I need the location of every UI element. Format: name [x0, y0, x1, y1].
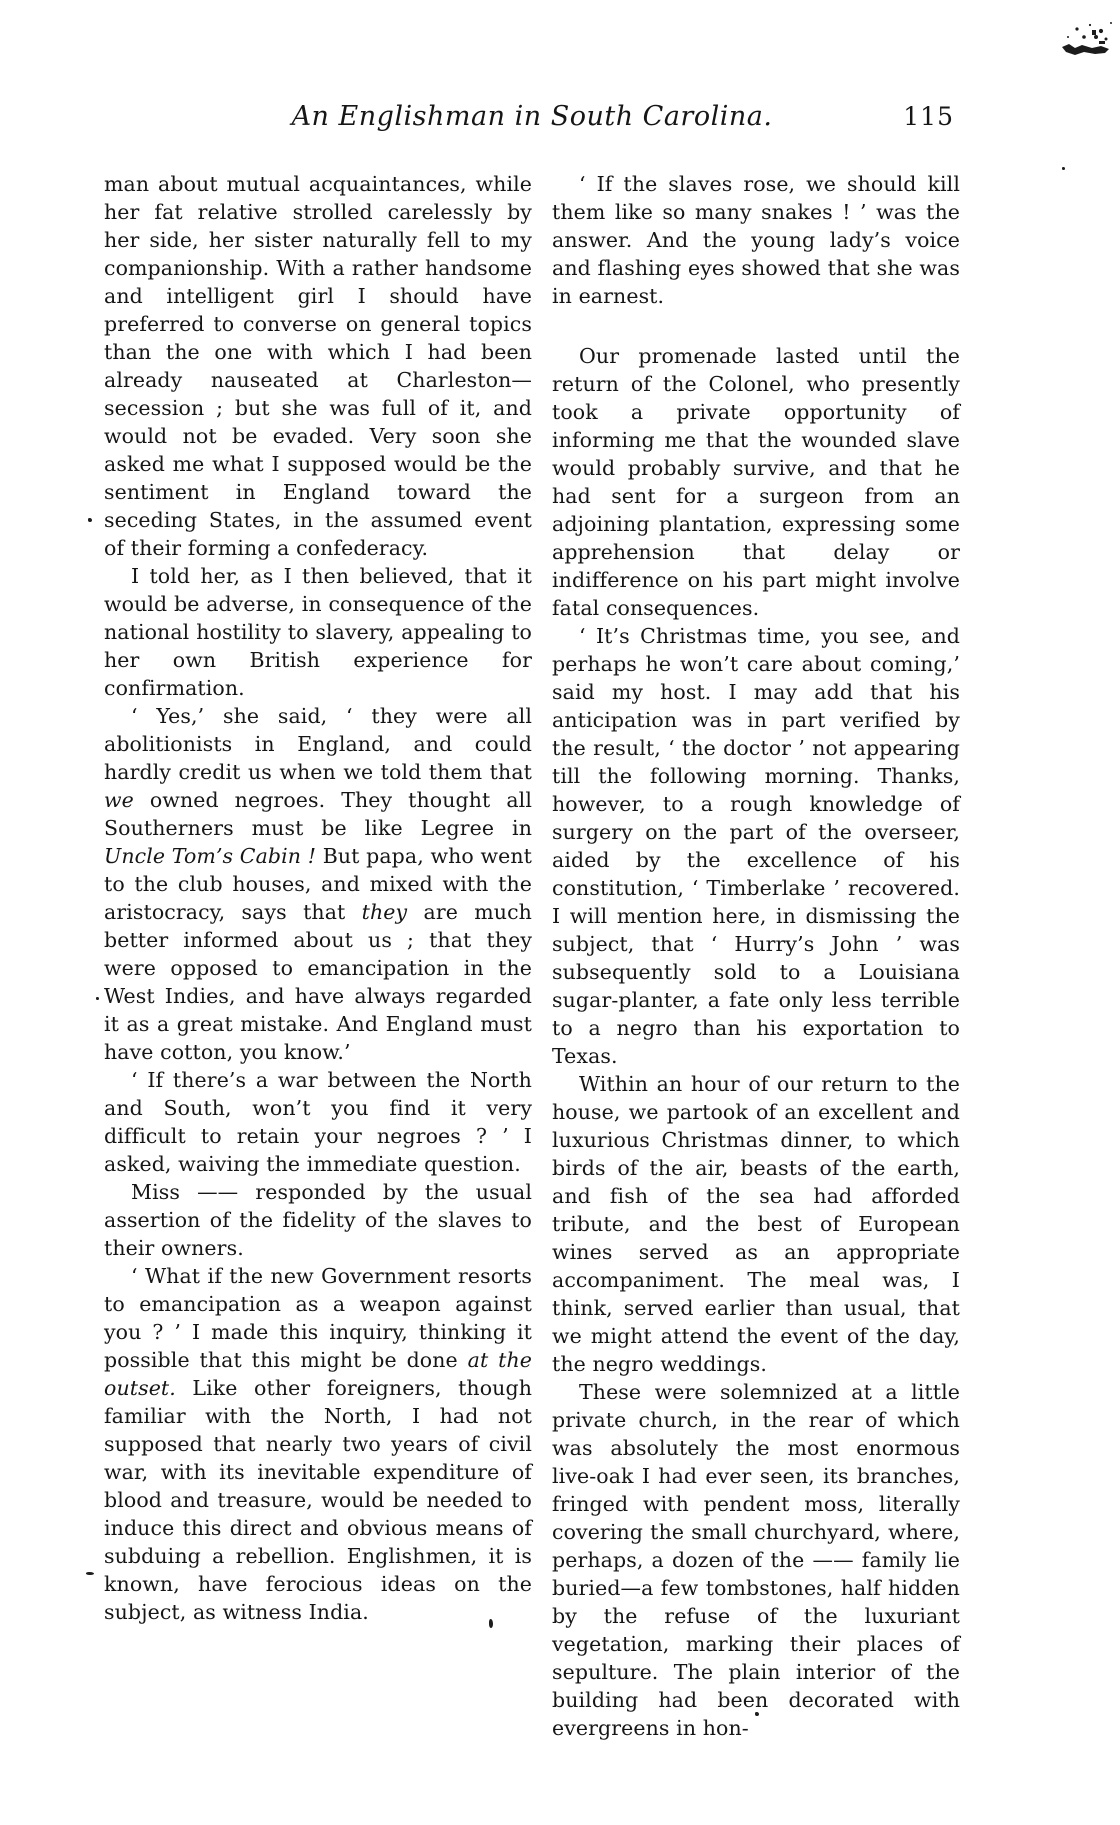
paragraph	[552, 1378, 960, 1742]
paragraph	[552, 342, 960, 622]
body-text: are much better informed about us ; that they were opposed to emancipation in the West Indies, and have always regarded it as a great mistake. And England must have cotton, you know.’	[104, 900, 532, 1064]
ink-smudge-icon	[1056, 16, 1116, 62]
body-text: owned negroes. They thought all Southerners must be like Legree in	[104, 788, 532, 840]
paragraph	[552, 1070, 960, 1378]
paragraph	[104, 562, 532, 702]
paragraph	[552, 170, 960, 310]
body-text: These were solemnized at a little private church, in the rear of which was absolutely the most enormous live-oak I had ever seen, its branches, fringed with pendent moss, literally covering the small churchyard, where, perhaps, a dozen of the —— family lie buried—a few tombstones, half hidden by the refuse of the luxuriant vegetation, marking their places of sepulture. The plain interior of the building had been decorated with evergreens in hon-	[552, 1380, 960, 1740]
body-text: Miss —— responded by the usual assertion of the fidelity of the slaves to their owners.	[104, 1180, 532, 1260]
left-column	[104, 170, 532, 1626]
body-text: ‘ Yes,’ she said, ‘ they were all abolitionists in England, and could hardly credit us when we told them that	[104, 704, 532, 784]
scan-speck	[755, 1712, 759, 1716]
body-text: I told her, as I then believed, that it would be adverse, in consequence of the national hostility to slavery, appealing to her own British experience for confirmation.	[104, 564, 532, 700]
scan-speck	[489, 1619, 493, 1628]
body-text: Within an hour of our return to the house, we partook of an excellent and luxurious Christmas dinner, to which birds of the air, beasts of the earth, and fish of the sea had afforded tribute, and the best of European wines served as an appropriate accompaniment. The meal was, I think, served earlier than usual, that we might attend the event of the day, the negro weddings.	[552, 1072, 960, 1376]
paragraph	[104, 1178, 532, 1262]
body-text: Like other foreigners, though familiar with the North, I had not supposed that nearly two years of civil war, with its inevitable expenditure of blood and treasure, would be needed to induce this direct and obvious means of subduing a rebellion. Englishmen, it is known, have ferocious ideas on the subject, as witness India.	[104, 1376, 532, 1624]
page-number: 115	[903, 102, 954, 131]
body-text: ‘ If there’s a war between the North and South, won’t you find it very difficult to retain your negroes ? ’ I asked, waiving the immediate question.	[104, 1068, 532, 1176]
scan-speck	[88, 518, 92, 522]
scan-speck	[86, 1572, 94, 1575]
italic-text: they	[361, 900, 408, 924]
right-column	[552, 170, 960, 1742]
body-text: ‘ It’s Christmas time, you see, and perhaps he won’t care about coming,’ said my host. I may add that his anticipation was in part verified by the result, ‘ the doctor ’ not appearing till the following morning. Thanks, however, to a rough knowledge of surgery on the part of the overseer, aided by the excellence of his constitution, ‘ Timberlake ’ recovered. I will mention here, in dismissing the subject, that ‘ Hurry’s John ’ was subsequently sold to a Louisiana sugar-planter, a fate only less terrible to a negro than his exportation to Texas.	[552, 624, 960, 1068]
italic-text: we	[104, 788, 134, 812]
paragraph	[552, 622, 960, 1070]
paragraph	[104, 1262, 532, 1626]
running-header-title: An Englishman in South Carolina.	[291, 101, 773, 132]
paragraph	[104, 170, 532, 562]
body-text: ‘ If the slaves rose, we should kill them like so many snakes ! ’ was the answer. And the young lady’s voice and flashing eyes showed that she was in earnest.	[552, 172, 960, 308]
italic-text: at the outset.	[104, 1348, 532, 1400]
italic-text: Uncle Tom’s Cabin !	[104, 844, 317, 868]
scan-speck	[96, 997, 99, 1000]
paragraph	[104, 1066, 532, 1178]
scan-speck	[1062, 167, 1065, 170]
body-text: Our promenade lasted until the return of the Colonel, who presently took a private opportunity of informing me that the wounded slave would probably survive, and that he had sent for a surgeon from an adjoining plantation, expressing some apprehension that delay or indifference on his part might involve fatal consequences.	[552, 344, 960, 620]
body-text: ‘ What if the new Government resorts to emancipation as a weapon against you ? ’ I made this inquiry, thinking it possible that this might be done	[104, 1264, 532, 1372]
running-header	[104, 101, 960, 137]
body-text: But papa, who went to the club houses, and mixed with the aristocracy, says that	[104, 844, 532, 924]
body-text: man about mutual acquaintances, while her fat relative strolled carelessly by her side, her sister naturally fell to my companionship. With a rather handsome and intelligent girl I should have preferred to converse on general topics than the one with which I had been already nauseated at Charleston—secession ; but she was full of it, and would not be evaded. Very soon she asked me what I supposed would be the sentiment in England toward the seceding States, in the assumed event of their forming a confederacy.	[104, 172, 532, 560]
paragraph	[104, 702, 532, 1066]
